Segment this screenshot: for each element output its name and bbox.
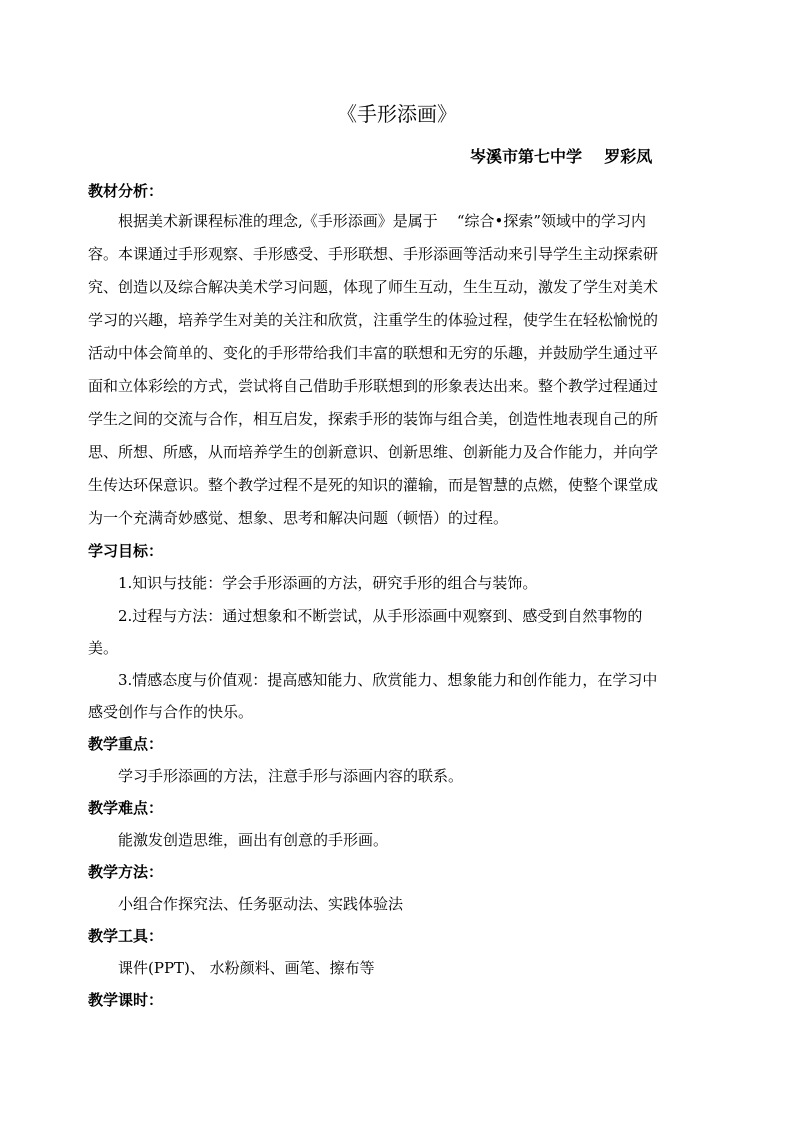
heading-goals: 学习目标： [88,542,164,560]
analysis-line: 学生之间的交流与合作，相互启发，探索手形的装饰与组合美，创造性地表现自己的所 [88,410,659,428]
goal-item-continuation: 感受创作与合作的快乐。 [88,703,254,721]
author-line: 岑溪市第七中学 罗彩凤 [470,147,653,166]
heading-hours: 教学课时： [88,991,164,1009]
heading-difficulties: 教学难点： [88,799,164,817]
analysis-line: 根据美术新课程标准的理念,《手形添画》是属于 “综合•探索”领域中的学习内 [118,212,647,230]
goal-item: 3.情感态度与价值观：提高感知能力、欣赏能力、想象能力和创作能力，在学习中 [118,671,658,689]
analysis-line: 活动中体会简单的、变化的手形带给我们丰富的联想和无穷的乐趣，并鼓励学生通过平 [88,344,659,362]
analysis-line: 为一个充满奇妙感觉、想象、思考和解决问题（顿悟）的过程。 [88,509,509,527]
goal-item: 1.知识与技能：学会手形添画的方法，研究手形的组合与装饰。 [118,574,538,592]
heading-key-points: 教学重点： [88,735,164,753]
heading-tools: 教学工具： [88,927,164,945]
document-title: 《手形添画》 [337,102,457,126]
goal-item: 2.过程与方法：通过想象和不断尝试，从手形添画中观察到、感受到自然事物的 [118,607,643,625]
analysis-line: 容。本课通过手形观察、手形感受、手形联想、手形添画等活动来引导学生主动探索研 [88,245,659,263]
analysis-line: 究、创造以及综合解决美术学习问题，体现了师生互动，生生互动，激发了学生对美术 [88,278,659,296]
heading-methods: 教学方法： [88,863,164,881]
analysis-line: 面和立体彩绘的方式，尝试将自己借助手形联想到的形象表达出来。整个教学过程通过 [88,377,659,395]
analysis-line: 生传达环保意识。整个教学过程不是死的知识的灌输，而是智慧的点燃，使整个课堂成 [88,476,659,494]
difficulties-text: 能激发创造思维，画出有创意的手形画。 [118,831,389,849]
heading-analysis: 教材分析： [88,182,164,200]
key-points-text: 学习手形添画的方法，注意手形与添画内容的联系。 [118,767,464,785]
methods-text: 小组合作探究法、任务驱动法、实践体验法 [118,895,404,913]
analysis-line: 思、所想、所感，从而培养学生的创新意识、创新思维、创新能力及合作能力，并向学 [88,443,659,461]
analysis-line: 学习的兴趣，培养学生对美的关注和欣赏，注重学生的体验过程，使学生在轻松愉悦的 [88,311,659,329]
tools-text: 课件(PPT)、 水粉颜料、画笔、擦布等 [118,959,375,977]
goal-item-continuation: 美。 [88,639,119,657]
